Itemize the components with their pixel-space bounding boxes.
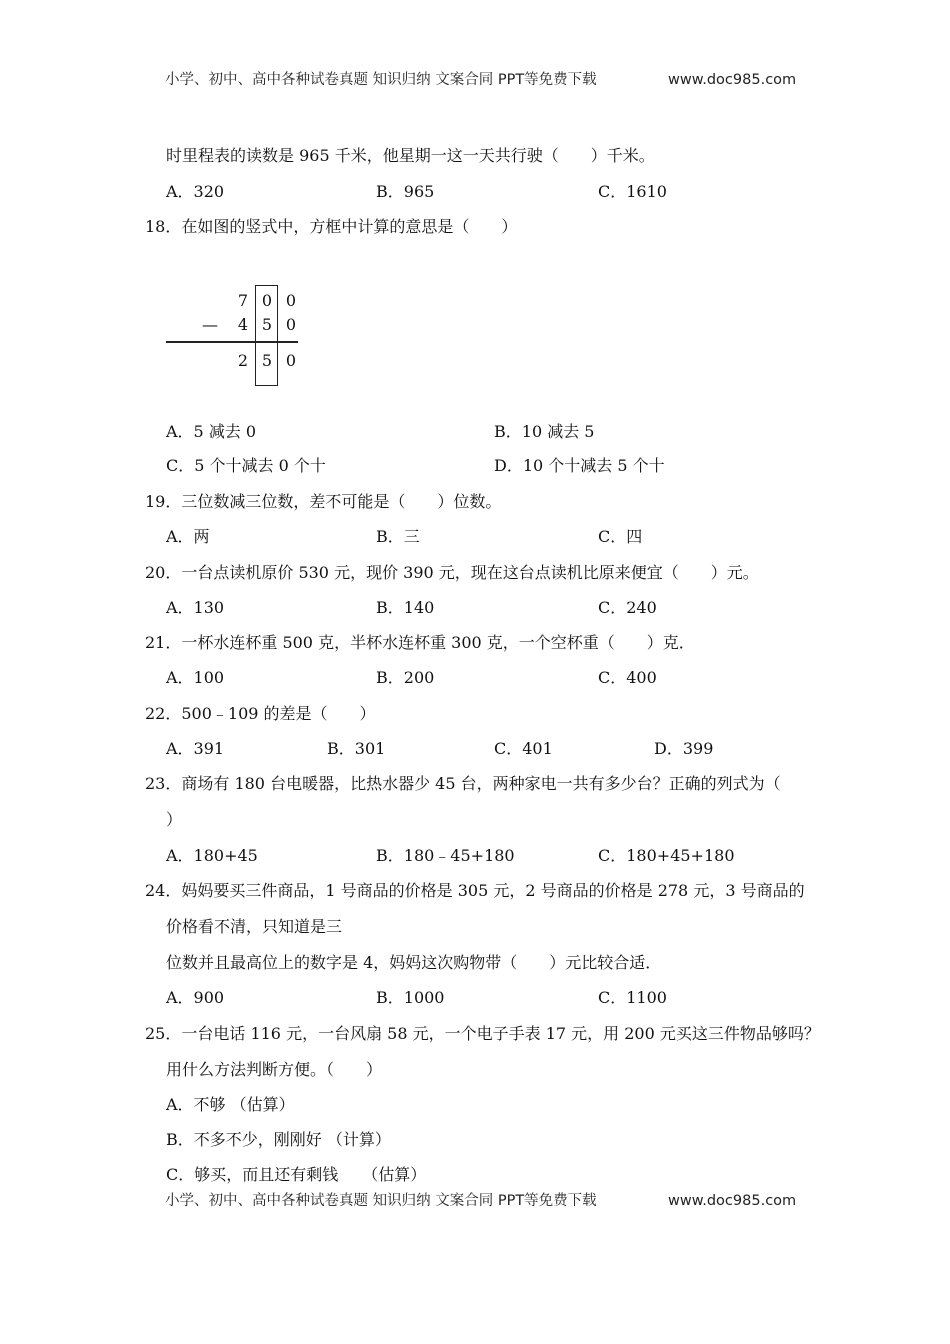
q18-option-c[interactable]: C．5 个十减去 0 个十 [166, 456, 326, 475]
fig-r3-tens: 5 [261, 351, 273, 370]
header-text: 小学、初中、高中各种试卷真题 知识归纳 文案合同 PPT等免费下载 [165, 72, 597, 88]
q19-option-b[interactable]: B．三 [376, 527, 420, 546]
q21-stem: 21．一杯水连杯重 500 克，半杯水连杯重 300 克，一个空杯重（ ）克． [145, 633, 695, 652]
fig-r1-tens: 0 [261, 291, 273, 310]
q20-option-b[interactable]: B．140 [376, 598, 435, 617]
q18-option-d[interactable]: D．10 个十减去 5 个十 [494, 456, 665, 475]
fig-minus-sign: — [202, 315, 218, 334]
q24-option-c[interactable]: C．1100 [598, 988, 667, 1007]
fig-r2-ones: 0 [285, 315, 297, 334]
q20-option-a[interactable]: A．130 [166, 598, 225, 617]
q19-stem: 19．三位数减三位数，差不可能是（ ）位数。 [145, 492, 502, 511]
q24-stem-line3: 位数并且最高位上的数字是 4，妈妈这次购物带（ ）元比较合适． [166, 953, 662, 972]
q23-option-b[interactable]: B．180﹣45+180 [376, 846, 515, 865]
q17-option-a[interactable]: A．320 [166, 182, 225, 201]
fig-r3-ones: 0 [285, 351, 297, 370]
q17-continuation: 时里程表的读数是 965 千米，他星期一这一天共行驶（ ）千米。 [166, 146, 655, 165]
q24-stem-line2: 价格看不清，只知道是三 [166, 917, 343, 936]
q21-option-b[interactable]: B．200 [376, 668, 435, 687]
header-url: www.doc985.com [668, 72, 797, 88]
q22-option-c[interactable]: C．401 [494, 739, 553, 758]
q20-option-c[interactable]: C．240 [598, 598, 657, 617]
q21-option-c[interactable]: C．400 [598, 668, 657, 687]
q25-stem: 25．一台电话 116 元，一台风扇 58 元，一个电子手表 17 元，用 200 元买这三件物品够吗？ [145, 1024, 820, 1043]
q23-option-a[interactable]: A．180+45 [166, 846, 258, 865]
q18-option-b[interactable]: B．10 减去 5 [494, 422, 595, 441]
footer-text: 小学、初中、高中各种试卷真题 知识归纳 文案合同 PPT等免费下载 [165, 1193, 597, 1209]
q24-option-b[interactable]: B．1000 [376, 988, 445, 1007]
fig-r1-hundreds: 7 [237, 291, 249, 310]
q20-stem: 20．一台点读机原价 530 元，现价 390 元，现在这台点读机比原来便宜（ ）元。 [145, 563, 759, 582]
q22-option-d[interactable]: D．399 [654, 739, 714, 758]
q17-option-b[interactable]: B．965 [376, 182, 435, 201]
q18-option-a[interactable]: A．5 减去 0 [166, 422, 257, 441]
fig-r2-hundreds: 4 [237, 315, 249, 334]
q25-option-a[interactable]: A．不够 （估算） [166, 1095, 295, 1114]
q22-option-a[interactable]: A．391 [166, 739, 225, 758]
q23-option-c[interactable]: C．180+45+180 [598, 846, 735, 865]
q22-option-b[interactable]: B．301 [327, 739, 386, 758]
q19-option-c[interactable]: C．四 [598, 527, 643, 546]
q21-option-a[interactable]: A．100 [166, 668, 225, 687]
q22-stem: 22．500﹣109 的差是（ ） [145, 704, 376, 723]
q25-option-c[interactable]: C．够买，而且还有剩钱 （估算） [166, 1165, 427, 1184]
q24-option-a[interactable]: A．900 [166, 988, 225, 1007]
q17-option-c[interactable]: C．1610 [598, 182, 667, 201]
footer-url: www.doc985.com [668, 1193, 797, 1209]
q19-option-a[interactable]: A．两 [166, 527, 210, 546]
fig-r2-tens: 5 [261, 315, 273, 334]
fig-r3-hundreds: 2 [237, 351, 249, 370]
fig-r1-ones: 0 [285, 291, 297, 310]
q25-stem-cont: 用什么方法判断方便。（ ） [166, 1060, 383, 1079]
q23-stem: 23．商场有 180 台电暖器，比热水器少 45 台，两种家电一共有多少台？正确的列式为（ [145, 774, 781, 793]
q18-stem: 18．在如图的竖式中，方框中计算的意思是（ ） [145, 217, 518, 236]
tens-column-box [255, 285, 278, 386]
q23-stem-cont: ） [166, 810, 183, 829]
q24-stem: 24．妈妈要买三件商品，1 号商品的价格是 305 元，2 号商品的价格是 278 元，3 号商品的 [145, 881, 805, 900]
q25-option-b[interactable]: B．不多不少，刚刚好 （计算） [166, 1130, 391, 1149]
fig-result-line [166, 341, 298, 343]
